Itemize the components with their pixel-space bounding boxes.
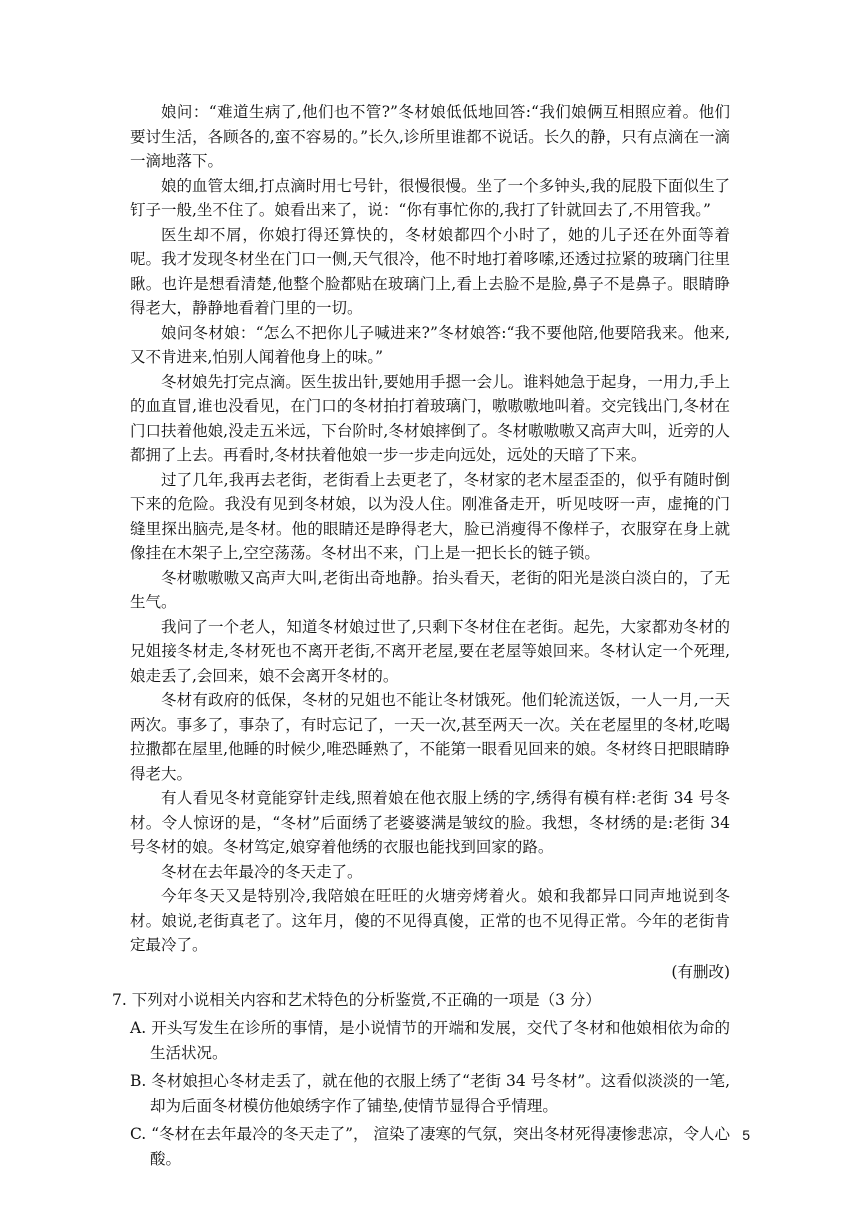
story-paragraph-6: 过了几年,我再去老街，老街看上去更老了，冬材家的老木屋歪歪的，似乎有随时倒下来的危险。我没有见到冬材娘，以为没人住。刚准备走开，听见吱呀一声，虚掩的门缝里探出脑壳,是冬材。他的眼睛还是睁得老大，脸已消瘦得不像样子，衣服穿在身上就像挂在木架子上,空空荡荡。冬材出不来，门上是一把长长的链子锁。 <box>130 470 730 562</box>
option-a: A. 开头写发生在诊所的事情，是小说情节的开端和发展，交代了冬材和他娘相依为命的生活状况。 <box>130 1018 730 1062</box>
story-paragraph-5: 冬材娘先打完点滴。医生拔出针,要她用手摁一会儿。谁料她急于起身，一用力,手上的血直冒,谁也没看见，在门口的冬材拍打着玻璃门，嗷嗷嗷地叫着。交完钱出门,冬材在门口扶着他娘,没走五米远，下台阶时,冬材娘摔倒了。冬材嗷嗷嗷又高声大叫，近旁的人都拥了上去。再看时,冬材扶着他娘一步一步走向远处，远处的天暗了下来。 <box>130 372 730 464</box>
story-paragraph-10: 有人看见冬材竟能穿针走线,照着娘在他衣服上绣的字,绣得有模有样:老街 34 号冬材。令人惊讶的是，“冬材”后面绣了老婆婆满是皱纹的脸。我想，冬材绣的是:老街 34 号冬材的娘。冬材笃定,娘穿着他绣的衣服也能找到回家的路。 <box>130 789 730 856</box>
page-number: 5 <box>742 1127 750 1143</box>
story-paragraph-4: 娘问冬材娘：“怎么不把你儿子喊进来?”冬材娘答:“我不要他陪,他要陪我来。他来,又不肯进来,怕别人闻着他身上的味。” <box>130 323 730 366</box>
story-paragraph-9: 冬材有政府的低保，冬材的兄姐也不能让冬材饿死。他们轮流送饭，一人一月,一天两次。事多了，事杂了，有时忘记了，一天一次,甚至两天一次。关在老屋里的冬材,吃喝拉撒都在屋里,他睡的时候少,唯恐睡熟了，不能第一眼看见回来的娘。冬材终日把眼睛睁得老大。 <box>130 691 730 783</box>
option-b: B. 冬材娘担心冬材走丢了，就在他的衣服上绣了“老街 34 号冬材”。这看似淡淡的一笔,却为后面冬材模仿他娘绣字作了铺垫,使情节显得合乎情理。 <box>130 1071 730 1115</box>
story-paragraph-7: 冬材嗷嗷嗷又高声大叫,老街出奇地静。抬头看天，老街的阳光是淡白淡白的，了无生气。 <box>130 568 730 611</box>
story-paragraph-1: 娘问：“难道生病了,他们也不管?”冬材娘低低地回答:“我们娘俩互相照应着。他们要讨生活，各顾各的,蛮不容易的。”长久,诊所里谁都不说话。长久的静，只有点滴在一滴一滴地落下。 <box>130 103 730 170</box>
story-paragraph-12: 今年冬天又是特别冷,我陪娘在旺旺的火塘旁烤着火。娘和我都异口同声地说到冬材。娘说,老街真老了。这年月，傻的不见得真傻，正常的也不见得正常。今年的老街肯定最冷了。 <box>130 887 730 954</box>
story-paragraph-2: 娘的血管太细,打点滴时用七号针，很慢很慢。坐了一个多钟头,我的屁股下面似生了钉子一般,坐不住了。娘看出来了，说：“你有事忙你的,我打了针就回去了,不用管我。” <box>130 176 730 219</box>
question-stem: 7. 下列对小说相关内容和艺术特色的分析鉴赏,不正确的一项是（3 分） <box>112 991 601 1009</box>
story-body <box>112 100 730 1172</box>
story-paragraph-8: 我问了一个老人，知道冬材娘过世了,只剩下冬材住在老街。起先，大家都劝冬材的兄姐接冬材走,冬材死也不离开老街,不离开老屋,要在老屋等娘回来。冬材认定一个死理,娘走丢了,会回来，娘不会离开冬材的。 <box>130 617 730 685</box>
source-note: (有删改) <box>671 962 730 981</box>
option-c: C. “冬材在去年最冷的冬天走了”， 渲染了凄寒的气氛，突出冬材死得凄惨悲凉，令人心酸。 <box>130 1124 730 1168</box>
story-paragraph-11: 冬材在去年最冷的冬天走了。 <box>161 862 363 881</box>
story-paragraph-3: 医生却不屑，你娘打得还算快的，冬材娘都四个小时了，她的儿子还在外面等着呢。我才发现冬材坐在门口一侧,天气很冷，他不时地打着哆嗦,还透过拉紧的玻璃门往里瞅。也许是想看清楚,他整个脸都贴在玻璃门上,看上去脸不是脸,鼻子不是鼻子。眼睛睁得老大，静静地看着门里的一切。 <box>130 225 730 317</box>
